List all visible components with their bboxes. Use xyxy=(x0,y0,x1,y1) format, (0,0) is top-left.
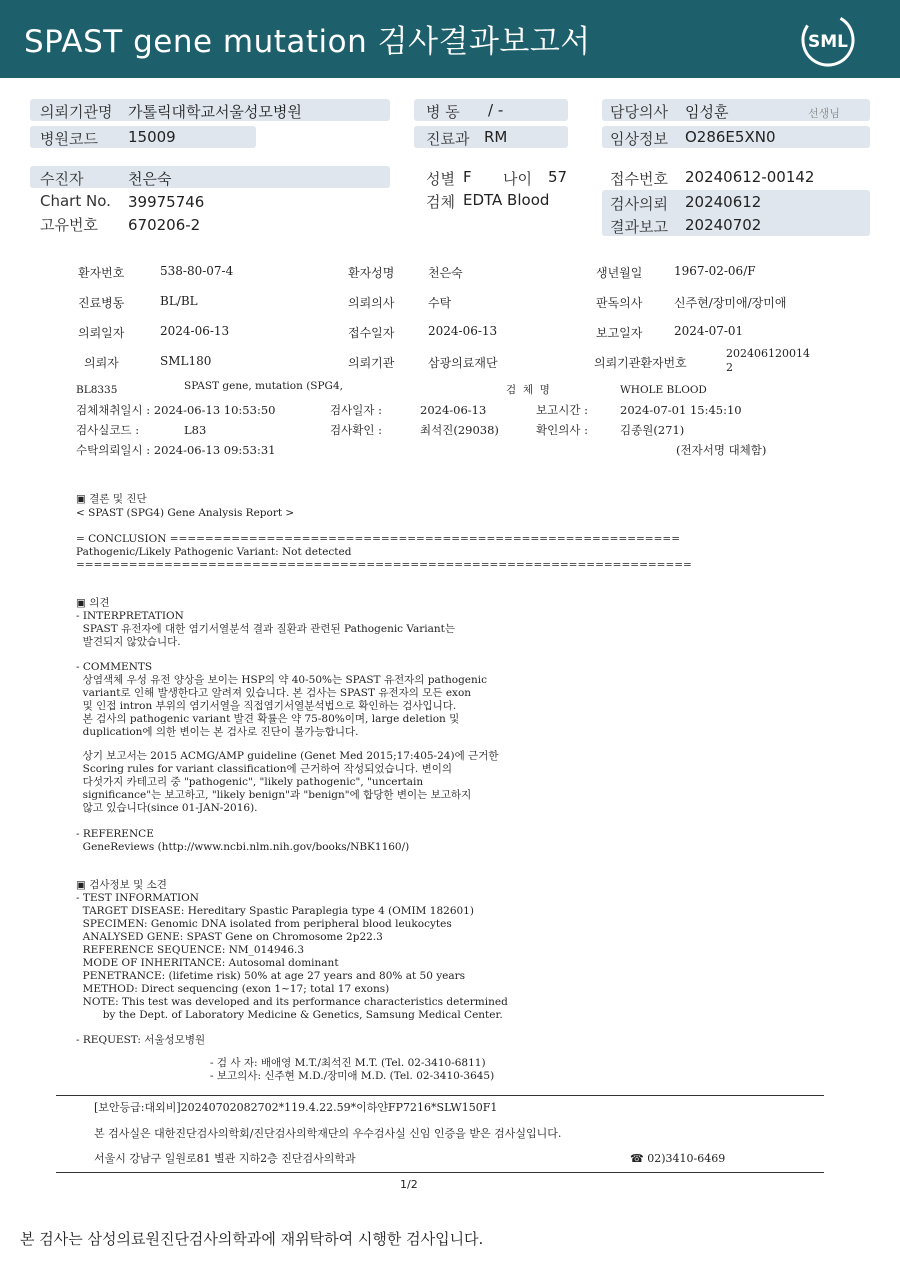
test-collect-time: 검체채취일시 : 2024-06-13 10:53:50 xyxy=(76,403,276,417)
ward-value: / - xyxy=(488,101,504,119)
sml-logo-icon xyxy=(800,12,856,68)
scan-refdoc-label: 의뢰의사 xyxy=(348,296,395,310)
sec2-title: ▣ 의견 xyxy=(76,597,110,609)
test-confirm-label: 확인의사 : xyxy=(536,423,588,437)
report-header xyxy=(0,0,900,78)
request-value: 20240612 xyxy=(685,193,762,211)
phone-line: ☎ 02)3410-6469 xyxy=(630,1152,726,1165)
test-esign: (전자서명 대체함) xyxy=(676,443,767,457)
sec1-title: ▣ 결론 및 진단 xyxy=(76,493,147,505)
specimen-label: 검체 xyxy=(426,193,455,211)
test-report-time-label: 보고시간 : xyxy=(536,403,588,417)
scan-ward-value: BL/BL xyxy=(160,294,198,308)
test-spec-value: WHOLE BLOOD xyxy=(620,384,707,396)
receipt-label: 접수번호 xyxy=(610,170,668,188)
scan-reader-label: 판독의사 xyxy=(596,296,643,310)
dept-label: 진료과 xyxy=(426,130,470,148)
ref-inst-label: 의뢰기관명 xyxy=(40,103,113,121)
result-label: 결과보고 xyxy=(610,218,668,236)
doctor-value: 임성훈 xyxy=(685,103,729,121)
age-label: 나이 xyxy=(503,170,532,188)
test-consign-time: 수탁의뢰일시 : 2024-06-13 09:53:31 xyxy=(76,443,276,457)
uid-label: 고유번호 xyxy=(40,216,98,234)
sec3-title: ▣ 검사정보 및 소견 xyxy=(76,879,167,891)
scan-ward-label: 진료병동 xyxy=(78,296,125,310)
scan-refpat-value2: 2 xyxy=(726,361,733,374)
dept-value: RM xyxy=(484,128,508,146)
scan-patno-label: 환자번호 xyxy=(78,266,125,280)
footer-note: 본 검사는 삼성의료원진단검사의학과에 재위탁하여 시행한 검사입니다. xyxy=(20,1230,484,1248)
clinical-label: 임상정보 xyxy=(610,130,668,148)
specimen-value: EDTA Blood xyxy=(463,191,550,209)
scan-refinst-value: 삼광의료재단 xyxy=(428,356,498,370)
scan-dob-value: 1967-02-06/F xyxy=(674,264,756,278)
test-labcode-value: L83 xyxy=(184,423,207,437)
scan-refinst-label: 의뢰기관 xyxy=(348,356,395,370)
request-label: 검사의뢰 xyxy=(610,195,668,213)
clinical-value: O286E5XN0 xyxy=(685,128,776,146)
test-name: SPAST gene, mutation (SPG4, xyxy=(184,380,343,392)
chart-value: 39975746 xyxy=(128,193,205,211)
doctor-suffix: 선생님 xyxy=(808,107,840,120)
test-labcode-label: 검사실코드 : xyxy=(76,423,140,437)
scan-reader-value: 신주현/장미애/장미애 xyxy=(674,296,787,310)
conclusion-head: = CONCLUSION ========================================================== xyxy=(76,533,680,545)
reporter-line: - 보고의사: 신주현 M.D./장미애 M.D. (Tel. 02-3410-3645) xyxy=(210,1070,495,1082)
receipt-value: 20240612-00142 xyxy=(685,168,815,186)
test-confirm-value: 김종원(271) xyxy=(620,423,685,437)
svg-text:SML: SML xyxy=(808,32,848,52)
conclusion-text: Pathogenic/Likely Pathogenic Variant: Not detected xyxy=(76,546,352,558)
page-number: 1/2 xyxy=(400,1178,418,1191)
scan-recdate-label: 접수일자 xyxy=(348,326,395,340)
test-spec-label: 검 체 명 xyxy=(506,384,550,396)
pill-patient xyxy=(30,166,390,188)
sex-label: 성별 xyxy=(426,170,455,188)
ref-inst-value: 가톨릭대학교서울성모병원 xyxy=(128,103,302,121)
scan-refpat-label: 의뢰기관환자번호 xyxy=(594,356,687,370)
scan-refdoc-value: 수탁 xyxy=(428,296,452,310)
scan-dob-label: 생년월일 xyxy=(596,266,643,280)
hosp-code-label: 병원코드 xyxy=(40,130,98,148)
testinfo-head: - TEST INFORMATION xyxy=(76,892,199,904)
scan-requester-value: SML180 xyxy=(160,354,212,368)
conclusion-rule: ====================================================================== xyxy=(76,559,692,571)
comments-text-2: 상기 보고서는 2015 ACMG/AMP guideline (Genet Med 2015;17:405-24)에 근거한 Scoring rules for variant classification에 근거하여 작성되었습니다. 변이의 다섯가지 카테고리 중 "pathogenic", "likely pathogenic", "uncertain significance"는 보고하고, "likely benign"과 "benign"에 합당한 변이는 보고하지 않고 있습니다(since 01-JAN-2016). xyxy=(82,750,499,814)
test-date-value: 2024-06-13 xyxy=(420,403,487,417)
scan-repdate-label: 보고일자 xyxy=(596,326,643,340)
scan-repdate-value: 2024-07-01 xyxy=(674,324,744,338)
request-head: - REQUEST: 서울성모병원 xyxy=(76,1034,206,1046)
testinfo-text: TARGET DISEASE: Hereditary Spastic Paraplegia type 4 (OMIM 182601) SPECIMEN: Genomic DNA isolated from peripheral blood leukocytes ANALYSED GENE: SPAST Gene on Chromosome 2p22.3 REFERENCE SEQUENCE: NM_014946.3 MODE OF INHERITANCE: Autosomal dominant PENETRANCE: (lifetime risk) 50% at age 27 years and 80% at 50 years METHOD: Direct sequencing (exon 1~17; total 17 exons) NOTE: This test was developed and its performance characteristics determined by the Dept. of Laboratory Medicine & Genetics, Samsung Medical Center. xyxy=(82,905,508,1021)
test-verify-label: 검사확인 : xyxy=(330,423,382,437)
scan-requester-label: 의뢰자 xyxy=(84,356,119,370)
footer-rule-top xyxy=(56,1095,824,1096)
scan-recdate-value: 2024-06-13 xyxy=(428,324,498,338)
age-value: 57 xyxy=(548,168,568,186)
security-line: [보안등급:대외비]20240702082702*119.4.22.59*이하얀FP7216*SLW150F1 xyxy=(94,1101,498,1114)
address-line: 서울시 강남구 일원로81 별관 지하2층 진단검사의학과 xyxy=(94,1152,356,1165)
comments-text: 상염색체 우성 유전 양상을 보이는 HSP의 약 40-50%는 SPAST 유전자의 pathogenic variant로 인해 발생한다고 알려져 있습니다. 본 검사는 SPAST 유전자의 모든 exon 및 인접 intron 부위의 염기서열을 직접염기서열분석법으로 확인하는 검사입니다. 본 검사의 pathogenic variant 발견 확률은 약 75-80%이며, large deletion 및 duplication에 의한 변이는 본 검사로 진단이 불가능합니다. xyxy=(82,674,488,738)
test-report-time-value: 2024-07-01 15:45:10 xyxy=(620,403,742,417)
scan-patno-value: 538-80-07-4 xyxy=(160,264,234,278)
scan-refdate-label: 의뢰일자 xyxy=(78,326,125,340)
result-value: 20240702 xyxy=(685,216,762,234)
interp-head: - INTERPRETATION xyxy=(76,610,184,622)
scan-name-value: 천은숙 xyxy=(428,266,463,280)
scan-refdate-value: 2024-06-13 xyxy=(160,324,230,338)
hosp-code-value: 15009 xyxy=(128,128,176,146)
scan-name-label: 환자성명 xyxy=(348,266,395,280)
report-title: SPAST gene mutation 검사결과보고서 xyxy=(24,24,591,60)
ward-label: 병 동 xyxy=(426,103,460,121)
comments-head: - COMMENTS xyxy=(76,661,153,673)
sec1-subtitle: < SPAST (SPG4) Gene Analysis Report > xyxy=(76,507,295,519)
patient-label: 수진자 xyxy=(40,170,84,188)
patient-value: 천은숙 xyxy=(128,170,172,188)
test-verify-value: 최석진(29038) xyxy=(420,423,499,437)
cert-line: 본 검사실은 대한진단검사의학회/진단검사의학재단의 우수검사실 신임 인증을 받은 검사실입니다. xyxy=(94,1127,562,1140)
sex-value: F xyxy=(463,168,472,186)
ref-text: GeneReviews (http://www.ncbi.nlm.nih.gov/books/NBK1160/) xyxy=(76,841,410,853)
test-date-label: 검사일자 : xyxy=(330,403,382,417)
test-code: BL8335 xyxy=(76,384,118,396)
examiner-line: - 검 사 자: 배애영 M.T./최석진 M.T. (Tel. 02-3410-6811) xyxy=(210,1057,486,1069)
ref-head: - REFERENCE xyxy=(76,828,154,840)
doctor-label: 담당의사 xyxy=(610,103,668,121)
interp-text: SPAST 유전자에 대한 염기서열분석 결과 질환과 관련된 Pathogenic Variant는 발견되지 않았습니다. xyxy=(82,623,456,648)
uid-value: 670206-2 xyxy=(128,216,201,234)
chart-label: Chart No. xyxy=(40,192,111,210)
scan-refpat-value: 202406120014 xyxy=(726,347,810,360)
footer-rule-bottom xyxy=(56,1172,824,1173)
